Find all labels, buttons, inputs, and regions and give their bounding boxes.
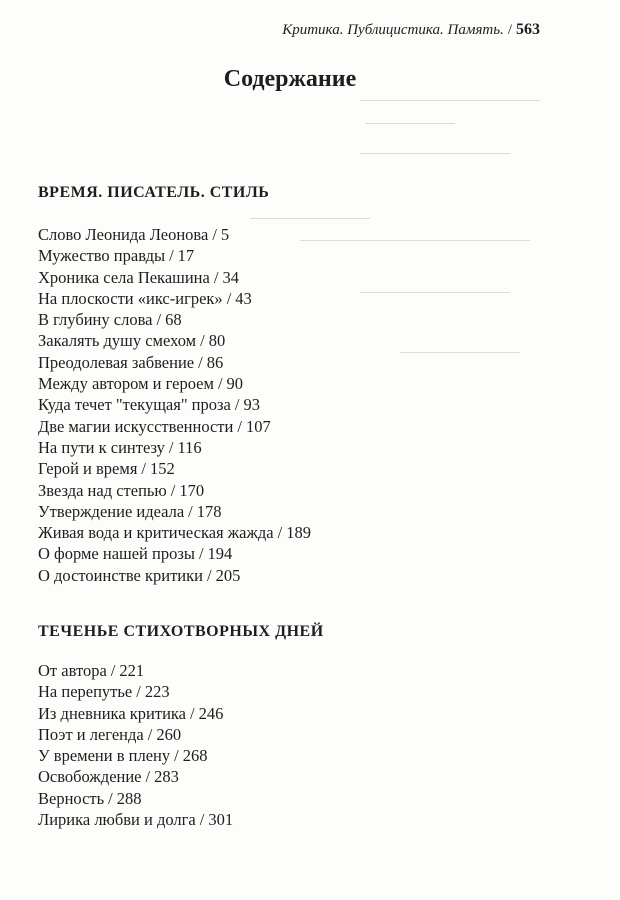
toc-entry-title: На плоскости «икс-игрек»	[38, 288, 223, 308]
toc-entry	[38, 565, 311, 586]
toc-entry-title: У времени в плену	[38, 746, 171, 766]
toc-entry-separator: /	[277, 523, 283, 543]
toc-entry	[38, 788, 233, 809]
toc-entry	[38, 267, 311, 288]
toc-entry	[38, 224, 311, 245]
toc-entry-title: Между автором и героем	[38, 374, 214, 394]
toc-entry	[38, 660, 233, 681]
toc-entry-title: Закалять душу смехом	[38, 331, 197, 351]
toc-entry-separator: /	[213, 267, 219, 287]
toc-entry-page: 5	[220, 225, 230, 244]
toc-entry-separator: /	[234, 395, 240, 415]
toc-entry-title: Две магии искусственности	[38, 416, 234, 436]
toc-entry-title: В глубину слова	[38, 310, 153, 330]
toc-entry-page: 246	[198, 703, 224, 723]
toc-entry-page: 116	[177, 437, 202, 457]
toc-entry-separator: /	[108, 788, 113, 808]
toc-entry	[38, 416, 311, 437]
toc-entry-title: О достоинстве критики	[38, 565, 203, 585]
toc-entry-page: 170	[179, 480, 205, 500]
toc-entry-title: Живая вода и критическая жажда	[38, 523, 274, 543]
toc-entry	[38, 745, 233, 766]
toc-entry	[38, 703, 233, 724]
toc-entry-separator: /	[198, 544, 204, 564]
toc-entry-page: 268	[182, 746, 208, 766]
toc-entry-title: Герой и время	[38, 459, 138, 479]
toc-entry-page: 205	[215, 565, 241, 585]
toc-entry-page: 90	[226, 374, 244, 394]
toc-entry-separator: /	[200, 331, 205, 351]
toc-entry-title: Слово Леонида Леонова	[38, 225, 209, 244]
toc-entry-separator: /	[199, 810, 205, 830]
toc-entry-separator: /	[156, 310, 162, 330]
toc-entry-page: 17	[177, 246, 195, 266]
toc-entry-title: Звезда над степью	[38, 480, 167, 500]
toc-entry-title: Из дневника критика	[38, 703, 187, 723]
toc-entry-page: 301	[208, 810, 234, 830]
toc-entry-separator: /	[217, 374, 223, 394]
toc-entry-title: Хроника села Пекашина	[38, 267, 210, 287]
toc-entry-separator: /	[136, 682, 141, 702]
toc-entry-separator: /	[237, 416, 242, 436]
toc-entry-page: 152	[150, 459, 175, 479]
toc-entry-separator: /	[198, 352, 203, 372]
toc-entry-page: 223	[144, 682, 170, 702]
toc-entry	[38, 480, 311, 501]
toc-entry-separator: /	[188, 501, 193, 521]
toc-entry-page: 221	[119, 661, 145, 680]
toc-entry-page: 178	[196, 501, 222, 521]
toc-entry-page: 34	[222, 267, 239, 287]
toc-list	[38, 660, 233, 830]
toc-entry-separator: /	[168, 437, 174, 457]
header-separator: /	[507, 22, 512, 38]
toc-entry-title: Мужество правды	[38, 246, 166, 266]
toc-entry-title: О форме нашей прозы	[38, 544, 195, 564]
toc-entry-title: Поэт и легенда	[38, 724, 144, 744]
toc-entry-separator: /	[170, 480, 176, 500]
toc-entry-separator: /	[145, 767, 151, 787]
running-title: Критика. Публицистика. Память.	[282, 22, 504, 38]
page-number: 563	[516, 21, 540, 38]
toc-entry-title: Утверждение идеала	[38, 501, 185, 521]
toc-entry-title: На перепутье	[38, 682, 133, 702]
toc-entry-title: Куда течет "текущая" проза	[38, 395, 231, 415]
toc-entry-title: Верность	[38, 788, 105, 808]
toc-entry-page: 260	[156, 724, 182, 744]
toc-entry	[38, 288, 311, 309]
toc-entry-separator: /	[147, 724, 153, 744]
toc-entry	[38, 458, 311, 479]
toc-entry-separator: /	[174, 746, 179, 766]
toc-entry-page: 68	[165, 310, 182, 330]
section-heading: ТЕЧЕНЬЕ СТИХОТВОРНЫХ ДНЕЙ	[38, 623, 324, 640]
toc-entry-page: 86	[206, 352, 224, 372]
toc-entry-title: От автора	[38, 661, 107, 680]
toc-entry-separator: /	[190, 703, 195, 723]
toc-entry	[38, 809, 233, 830]
page-title: Содержание	[223, 66, 357, 92]
toc-entry-page: 283	[154, 767, 179, 787]
toc-entry	[38, 437, 311, 458]
toc-entry-page: 189	[286, 523, 311, 543]
toc-entry-separator: /	[169, 246, 174, 266]
toc-entry-separator: /	[110, 661, 116, 680]
toc-entry-page: 107	[245, 416, 271, 436]
toc-entry-page: 194	[207, 544, 233, 564]
toc-entry	[38, 309, 311, 330]
toc-entry-page: 43	[235, 288, 252, 308]
toc-entry-separator: /	[212, 225, 217, 244]
toc-entry	[38, 724, 233, 745]
toc-entry-page: 288	[116, 788, 142, 808]
toc-entry	[38, 352, 311, 373]
toc-entry-title: На пути к синтезу	[38, 437, 165, 457]
toc-entry-separator: /	[206, 565, 212, 585]
toc-entry-title: Лирика любви и долга	[38, 810, 196, 830]
toc-entry	[38, 501, 311, 522]
toc-entry-title: Преодолевая забвение	[38, 352, 195, 372]
toc-entry	[38, 681, 233, 702]
toc-entry	[38, 522, 311, 543]
toc-entry	[38, 245, 311, 266]
toc-entry-title: Освобождение	[38, 767, 142, 787]
section-heading: ВРЕМЯ. ПИСАТЕЛЬ. СТИЛЬ	[38, 184, 270, 201]
running-header	[282, 21, 540, 39]
toc-entry	[38, 766, 233, 787]
toc-entry-separator: /	[226, 288, 232, 308]
toc-entry	[38, 330, 311, 351]
toc-entry-page: 93	[243, 395, 260, 415]
toc-entry	[38, 373, 311, 394]
toc-entry	[38, 543, 311, 564]
toc-entry	[38, 394, 311, 415]
toc-entry-page: 80	[208, 331, 226, 351]
toc-list	[38, 224, 311, 586]
toc-entry-separator: /	[141, 459, 147, 479]
